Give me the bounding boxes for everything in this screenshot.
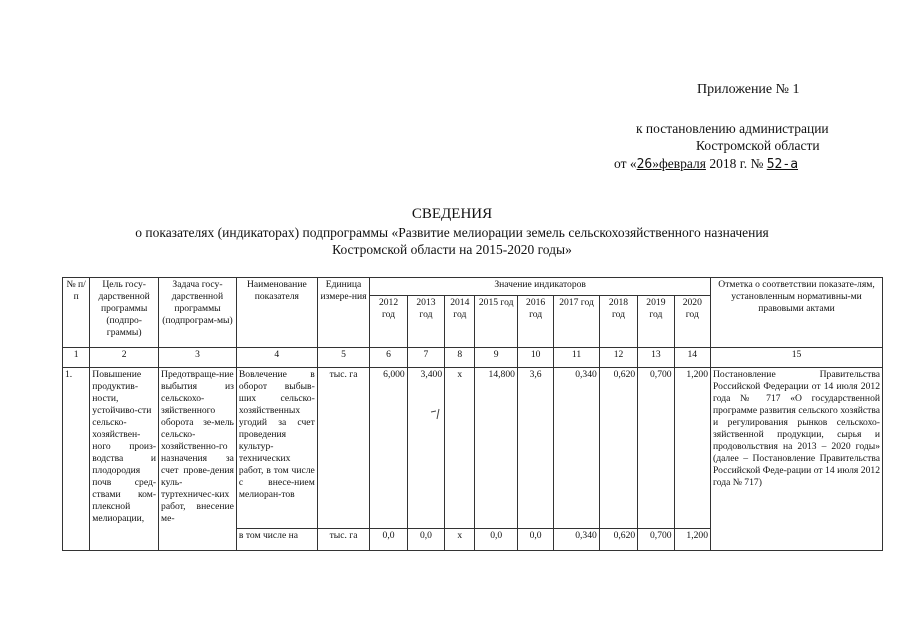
decree-day: 26 — [636, 157, 653, 172]
row-value: 0,340 — [554, 529, 599, 551]
row-note: Постановление Правительства Российской Федерации от 14 июля 2012 года № 717 «О государственной программе развития сельского хозяйства и регулирования рынков сельскохо-зяйственной продукции, сырья и продовольствия на 2013 – 2020 годы» (далее – Постановление Правительства Российской Феде-рации от 14 июля 2012 года № 717) — [711, 368, 883, 551]
row-indicator: в том числе на — [236, 529, 317, 551]
header-year: 2020 год — [674, 296, 710, 348]
column-number: 5 — [317, 348, 370, 368]
row-value: 3,6 — [517, 368, 553, 529]
header-year: 2012 год — [370, 296, 407, 348]
row-value: 0,0 — [407, 529, 444, 551]
header-year: 2018 год — [599, 296, 637, 348]
annex-label: Приложение № 1 — [697, 82, 800, 97]
header-year: 2016 год — [517, 296, 553, 348]
column-numbers-row — [63, 348, 883, 368]
row-value: 1,200 — [674, 368, 710, 529]
header-year: 2019 год — [638, 296, 674, 348]
column-number: 11 — [554, 348, 599, 368]
header-row-1 — [63, 278, 883, 296]
decree-from: от « — [614, 156, 637, 171]
header-note: Отметка о соответствии показате-лям, установленным нормативны-ми правовыми актами — [711, 278, 883, 348]
column-number: 14 — [674, 348, 710, 368]
row-num: 1. — [63, 368, 90, 551]
row-indicator: Вовлечение в оборот выбыв-ших сельско-хозяйственных угодий за счет проведения культур-технических работ, в том числе с внесе-нием мелиоран-тов — [236, 368, 317, 529]
decree-month: »февраля — [652, 156, 706, 171]
column-number: 7 — [407, 348, 444, 368]
header-year: 2014 год — [445, 296, 475, 348]
column-number: 8 — [445, 348, 475, 368]
header-task: Задача госу-дарственной программы (подпрограм-мы) — [159, 278, 237, 348]
row-value: 0,620 — [599, 368, 637, 529]
column-number: 1 — [63, 348, 90, 368]
row-value: 0,0 — [370, 529, 407, 551]
row-value: 0,700 — [638, 529, 674, 551]
row-value: 14,800 — [475, 368, 517, 529]
row-value: 0,0 — [517, 529, 553, 551]
column-number: 10 — [517, 348, 553, 368]
document-title: СВЕДЕНИЯ — [411, 206, 493, 222]
header-year: 2015 год — [475, 296, 517, 348]
row-value: 0,340 — [554, 368, 599, 529]
column-number: 15 — [711, 348, 883, 368]
column-number: 3 — [159, 348, 237, 368]
header-unit: Единица измере-ния — [317, 278, 370, 348]
decree-number: 52-а — [766, 157, 799, 172]
table-row — [63, 368, 883, 529]
header-indicator: Наименование показателя — [236, 278, 317, 348]
column-number: 4 — [236, 348, 317, 368]
pen-mark — [427, 403, 445, 423]
row-task: Предотвраще-ние выбытия из сельскохо-зяйственного оборота зе-мель сельско-хозяйственно-го назначения за счет прове-дения куль-туртехничес-ких работ, внесение ме- — [159, 368, 237, 551]
row-value: 3,400 — [407, 368, 444, 529]
column-number: 12 — [599, 348, 637, 368]
row-unit: тыс. га — [317, 368, 370, 529]
row-value: 1,200 — [674, 529, 710, 551]
header-year: 2013 год — [407, 296, 444, 348]
row-value: x — [445, 529, 475, 551]
indicators-table — [62, 277, 883, 551]
column-number: 13 — [638, 348, 674, 368]
row-value: 0,700 — [638, 368, 674, 529]
row-value: 0,620 — [599, 529, 637, 551]
header-year: 2017 год — [554, 296, 599, 348]
header-values: Значение индикаторов — [370, 278, 711, 296]
column-number: 2 — [90, 348, 159, 368]
row-value: 0,0 — [475, 529, 517, 551]
row-value: 6,000 — [370, 368, 407, 529]
document-subtitle-line-2: Костромской области на 2015-2020 годы» — [332, 242, 572, 257]
decree-date-line — [614, 156, 798, 172]
row-goal: Повышение продуктив-ности, устойчиво-сти сельско-хозяйствен-ного произ-водства и плодородия почв сред-ствами ком-плексной мелиорации, — [90, 368, 159, 551]
row-value: x — [445, 368, 475, 529]
column-number: 6 — [370, 348, 407, 368]
document-subtitle-line-1: о показателях (индикаторах) подпрограммы «Развитие мелиорации земель сельскохозяйственного назначения — [135, 225, 769, 240]
decree-line-1: к постановлению администрации — [636, 121, 829, 136]
header-goal: Цель госу-дарственной программы (подпро-граммы) — [90, 278, 159, 348]
row-unit: тыс. га — [317, 529, 370, 551]
decree-line-2: Костромской области — [696, 138, 820, 153]
header-num: № п/п — [63, 278, 90, 348]
column-number: 9 — [475, 348, 517, 368]
decree-year: 2018 г. № — [709, 156, 764, 171]
